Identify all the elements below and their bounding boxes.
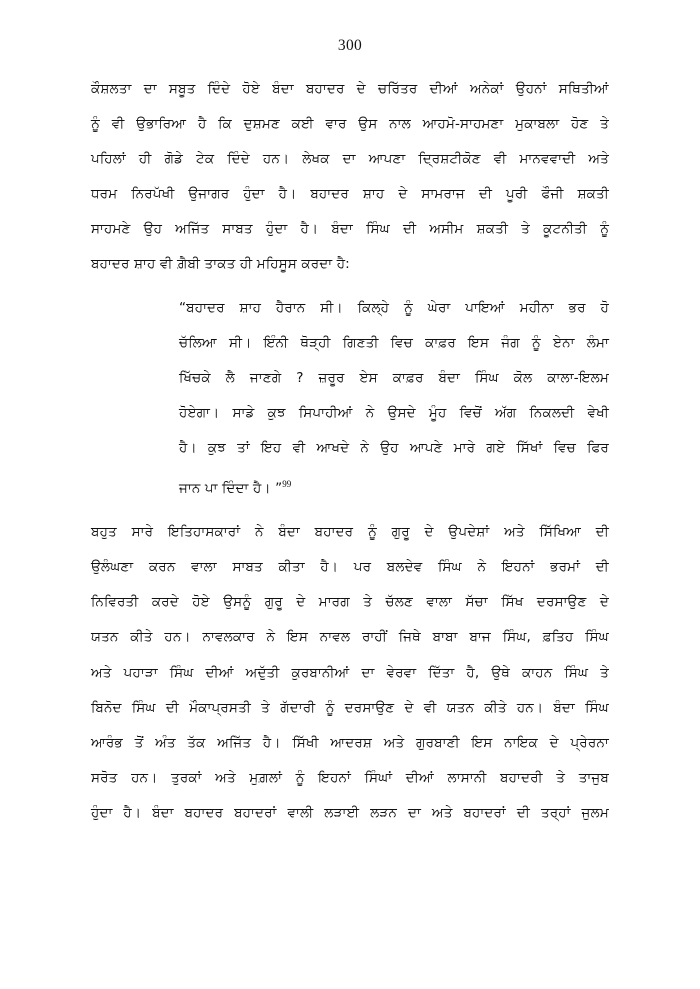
word: ਕਰਦੇ: [151, 594, 179, 611]
word: ਫੌਜੀ: [541, 185, 564, 202]
word: ਤਾਂ: [237, 440, 250, 457]
word: ਨੇ: [266, 629, 276, 646]
word: ਨੂੰ: [367, 524, 377, 541]
word: ਕੀਤੇ: [130, 629, 153, 646]
word: ਸਿੱਖੀ: [292, 734, 319, 751]
word: ਸਿੰਘ: [131, 699, 156, 716]
word: ਦੀ: [595, 559, 609, 576]
word: ਲੈ: [225, 370, 235, 387]
word: ਟੇਕ: [196, 150, 215, 167]
word: ਨਾਇਕ: [504, 734, 538, 751]
word: ਬਾਜ: [469, 629, 491, 646]
word: ਧਰਮ: [91, 185, 118, 202]
word: ਇਹਨਾਂ: [318, 769, 351, 786]
word: ਬੰਦਾ: [278, 524, 300, 541]
word: ਬਹਾਦਰ: [305, 80, 345, 97]
word: ਉਹ: [143, 220, 163, 237]
word: ਬਲਦੇਵ: [386, 559, 423, 576]
word: ਤੇ: [363, 594, 373, 611]
word: ਦੁਸ਼ਮਣ: [243, 115, 280, 132]
word: ਮੂੰਹ: [428, 405, 447, 422]
word: ਗੱਦਾਰੀ: [280, 699, 316, 716]
word: ਹੈ।: [278, 185, 297, 202]
word: ਲੜਾਈ: [324, 804, 360, 821]
word: ਨਾਵਲ: [319, 629, 351, 646]
word: ਤੇ: [521, 220, 530, 237]
word: ਤੋਂ: [134, 734, 144, 751]
word: ਤੇ: [600, 664, 609, 681]
quote-line-final: [179, 467, 609, 507]
word: ਤੇ: [600, 115, 609, 132]
word: ਵਿਚ: [390, 335, 413, 352]
word: ਇਹਨਾਂ: [501, 559, 535, 576]
word: ਸ਼ਕਤੀ: [577, 185, 609, 202]
word: ਅਤੇ: [383, 734, 405, 751]
word: ਦਿੱਤਾ: [428, 664, 455, 681]
word: ਲੰਮਾ: [586, 335, 609, 352]
word: ਦੀ: [595, 524, 609, 541]
word: ਸੀ।: [228, 335, 252, 352]
word: ਸਾਬਤ: [222, 220, 253, 237]
word: ਕਾਫ਼ਰ: [425, 335, 456, 352]
word: ਮਾਨਵਵਾਦੀ: [519, 150, 576, 167]
word: ਥੋੜ੍ਹੀ: [300, 335, 331, 352]
text-line: [91, 212, 609, 247]
word: ਵਾਲਾ: [426, 594, 453, 611]
word: ਹਨ।: [131, 769, 158, 786]
word: ਹੈ,: [466, 664, 480, 681]
word: ਦਾ: [342, 150, 356, 167]
word: ਵਾਲਾ: [191, 559, 217, 576]
word: ਅਸੀਮ: [429, 220, 464, 237]
word: ਸਾਡੇ: [232, 405, 255, 422]
word: ਸਥਿਤੀਆਂ: [558, 80, 609, 97]
text-line: [91, 656, 609, 691]
word: ਦੇ: [424, 524, 434, 541]
word: ਤਰ੍ਹਾਂ: [540, 804, 571, 821]
word: ਵੀ: [423, 699, 437, 716]
word: ਉਥੇ: [491, 664, 510, 681]
word: ਸਿੱਖ: [501, 594, 524, 611]
text-line: [91, 177, 609, 212]
word: ਸਿਪਾਹੀਆਂ: [298, 405, 353, 422]
word: ਸਿੱਖਿਆ: [539, 524, 581, 541]
word: ਦੀਆਂ: [405, 769, 434, 786]
word: ਪ੍ਰੇਰਨਾ: [570, 734, 609, 751]
word: ਅੰਤ: [155, 734, 176, 751]
word: ਕੀਤੇ: [484, 699, 507, 716]
word: ਬੰਦਾ: [553, 699, 575, 716]
word: ਨੇ: [254, 524, 264, 541]
word: ਲਾਸਾਨੀ: [447, 769, 487, 786]
text-line: [91, 761, 609, 796]
word: ਆਰੰਭ: [91, 734, 123, 751]
word: ਬਹਾਦਰ: [310, 185, 349, 202]
word: ਅੱਗ: [495, 405, 517, 422]
word: ਅਨੇਕਾਂ: [469, 80, 504, 97]
word: ਗੁਰਬਾਣੀ: [416, 734, 460, 751]
word: ਹੋਏ: [192, 594, 210, 611]
word: ਦੇ: [296, 594, 306, 611]
word: ਤੁਰਕਾਂ: [171, 769, 202, 786]
word: ਇਸ: [471, 734, 493, 751]
footnote-marker: 99: [282, 478, 292, 489]
word: ਅਜਿੱਤ: [217, 734, 252, 751]
word: ਹੈਰਾਨ: [275, 300, 306, 317]
word: ਘੇਰਾ: [427, 300, 451, 317]
word: ਮਾਰਗ: [318, 594, 350, 611]
word: ਪਰ: [353, 559, 372, 576]
word: ਸਾਹਮਣੇ: [91, 220, 131, 237]
word: ਹੈ।: [320, 559, 339, 576]
text-line: [91, 796, 609, 831]
word: ਬਹੁਤ: [91, 524, 117, 541]
quote-line: [179, 361, 609, 396]
word: ਹੁੰਦਾ: [91, 804, 113, 821]
word: ਚੱਲਣ: [385, 594, 413, 611]
word: ਹੈ।: [262, 734, 281, 751]
word: ਅਤੇ: [431, 804, 453, 821]
word: ਸਾਰੇ: [131, 524, 154, 541]
word: ਨਾਵਲਕਾਰ: [202, 629, 255, 646]
word: ਉਹਨਾਂ: [515, 80, 547, 97]
word: ਦੀਆਂ: [429, 80, 458, 97]
word: ਕਰਨ: [148, 559, 176, 576]
text-line: [91, 585, 609, 620]
text-line: [91, 691, 609, 726]
page-number: 300: [337, 37, 363, 54]
page-body: [91, 54, 609, 832]
word: ਦਾ: [143, 80, 157, 97]
word: ਹੈ।: [179, 440, 197, 457]
word: ਉਭਾਰਿਆ: [136, 115, 187, 132]
word: ਅਤੇ: [215, 769, 236, 786]
word: ਉਲੰਘਣਾ: [91, 559, 134, 576]
word: ਤੇ: [556, 769, 566, 786]
word: ਸੀ।: [320, 300, 343, 317]
word: ਭਰ: [568, 300, 586, 317]
word: ਵੀ: [292, 440, 306, 457]
quote-line: [179, 431, 609, 466]
word: ਕਿਲ੍ਹੇ: [357, 300, 390, 317]
word: ਕੀਤਾ: [278, 559, 305, 576]
word: ਨਾਲ: [389, 115, 411, 132]
word: ਕੁਝ: [267, 405, 286, 422]
word: ਨਿਵਿਰਤੀ: [91, 594, 139, 611]
word: ਹੀ: [138, 150, 152, 167]
word: ਹਨ।: [516, 699, 544, 716]
word: ਬਹਾਦਰੀ: [500, 769, 543, 786]
word: ਗਿਣਤੀ: [342, 335, 379, 352]
word: ਨੂੰ: [531, 335, 541, 352]
quote-line: [179, 291, 609, 326]
word: ਹਨ।: [164, 629, 191, 646]
word: ਕਈ: [291, 115, 314, 132]
text-line: [91, 726, 609, 761]
word: ਕੋਲ: [513, 370, 533, 387]
quote-line: [179, 326, 609, 361]
word: ਸਿੰਘਾਂ: [364, 769, 393, 786]
word: ਨੂੰ: [403, 300, 413, 317]
word: ਹੈ।: [123, 804, 142, 821]
word: ਤੇ: [261, 699, 270, 716]
word: ਹੈ।: [300, 220, 319, 237]
word: ਗੁਰੂ: [264, 594, 283, 611]
quote-closing-text: ਜਾਨ ਪਾ ਦਿੰਦਾ ਹੈ। ”: [179, 480, 283, 497]
word: ਨੂੰ: [91, 115, 100, 132]
word: ਉਸ: [358, 115, 378, 132]
word: ਨਿਰਪੱਖੀ: [131, 185, 175, 202]
word: ਨੂੰ: [295, 769, 305, 786]
word: ਆਖਦੇ: [316, 440, 350, 457]
word: ਨੇ: [365, 405, 375, 422]
word: ਮੌਕਾਪ੍ਰਸਤੀ: [189, 699, 251, 716]
word: ਦੇ: [404, 699, 414, 716]
word: ਸਿੰਘ: [169, 664, 194, 681]
word: ਇਹ: [261, 440, 282, 457]
word: ਵੇਰਵਾ: [386, 664, 417, 681]
word: ਕੂਟਨੀਤੀ: [543, 220, 587, 237]
word: ਸਰੋਤ: [91, 769, 118, 786]
word: ਨੇ: [477, 559, 487, 576]
word: ਜੁਲਮ: [581, 804, 609, 821]
word: ਕੁਝ: [207, 440, 226, 457]
word: ਭਰਮਾਂ: [550, 559, 581, 576]
word: ਉਹ: [380, 440, 399, 457]
word: ਅਦੁੱਤੀ: [245, 664, 280, 681]
word: ਇੰਨੀ: [263, 335, 289, 352]
word: ਹੋਏ: [242, 80, 260, 97]
word: ਮਾਰੇ: [453, 440, 476, 457]
text-line: [91, 620, 609, 655]
word: ਚੱਲਿਆ: [179, 335, 217, 352]
word: ਵਾਰ: [325, 115, 347, 132]
word: ਨੇ: [360, 440, 370, 457]
word: ਏਨਾ: [553, 335, 575, 352]
word: ਦ੍ਰਿਸ਼ਟੀਕੋਣ: [418, 150, 481, 167]
word: ਬੰਦਾ: [272, 80, 294, 97]
word: ਇਤਿਹਾਸਕਾਰਾਂ: [167, 524, 241, 541]
word: ਮੁਕਾਬਲਾ: [515, 115, 560, 132]
word: ?: [296, 370, 304, 387]
word: ਬਿਨੋਦ: [91, 699, 122, 716]
word: ਹਨ।: [262, 150, 290, 167]
word: ਬਾਬਾ: [432, 629, 458, 646]
word: ਪਹਿਲਾਂ: [91, 150, 126, 167]
word: ਸਿੰਘ,: [502, 629, 531, 646]
word: ਬੰਦਾ: [152, 804, 174, 821]
word: ਤੱਕ: [187, 734, 206, 751]
word: ਚਰਿੱਤਰ: [377, 80, 418, 97]
word: ਜਿਥੇ: [398, 629, 421, 646]
word: ਲੇਖਕ: [302, 150, 330, 167]
word: ਸ਼ਾਹ: [362, 185, 385, 202]
word: ਦਾ: [407, 804, 421, 821]
word: ਰਾਹੀਂ: [362, 629, 387, 646]
word: ਮਹੀਨਾ: [519, 300, 554, 317]
word: ਉਜਾਗਰ: [188, 185, 230, 202]
text-line: [91, 142, 609, 177]
word: ਜੰਗ: [501, 335, 520, 352]
word: ਦੇ: [356, 80, 366, 97]
word: ਬਹਾਦਰਾਂ: [234, 804, 277, 821]
word: ਹੋ: [600, 300, 609, 317]
quote-line: [179, 396, 609, 431]
word: ਵਿਚ: [553, 440, 576, 457]
word: ਤਾਜੁਬ: [578, 769, 609, 786]
text-line: [91, 550, 609, 585]
word: ਕੁਰਬਾਨੀਆਂ: [291, 664, 350, 681]
word: ਸਿੰਘ: [564, 664, 589, 681]
word: ਯਤਨ: [91, 629, 119, 646]
text-line: [91, 107, 609, 142]
word: ਇਸ: [468, 335, 490, 352]
word: ਦਿੰਦੇ: [227, 150, 250, 167]
word: ਆਦਰਸ਼: [330, 734, 373, 751]
word: ਸਾਮਰਾਜ: [421, 185, 465, 202]
word: ਦੀ: [516, 804, 531, 821]
word: ਜ਼ਰੂਰ: [318, 370, 345, 387]
word: ਫ਼ਤਿਹ: [542, 629, 574, 646]
paragraph-1: [91, 72, 609, 283]
word: ਗੋਡੇ: [164, 150, 183, 167]
word: ਆਪਣਾ: [368, 150, 406, 167]
word: ਆਪਣੇ: [409, 440, 443, 457]
word: ਹੈ: [197, 115, 207, 132]
word: ਬੰਦਾ: [438, 370, 461, 387]
word: ਬਹਾਦਰ: [314, 524, 354, 541]
word: ਪਹਾੜਾ: [123, 664, 158, 681]
word: ਬਹਾਦਰਾਂ: [463, 804, 506, 821]
word: ਹੋਣ: [570, 115, 589, 132]
word: ਸਾਬਤ: [232, 559, 263, 576]
word: ਸੱਚਾ: [465, 594, 488, 611]
word: ਸਿੰਘ: [585, 699, 609, 716]
word: ਫਿਰ: [587, 440, 609, 457]
word: ਦੀ: [165, 699, 180, 716]
word: ਮੁਗ਼ਲਾਂ: [249, 769, 283, 786]
word: ਆਹਮੋ-ਸਾਹਮਣਾ: [422, 115, 504, 132]
word: ਸਿੰਘ: [585, 629, 609, 646]
word: ਹੁੰਦਾ: [265, 220, 288, 237]
word: ਸਿੰਘ: [474, 370, 499, 387]
word: ਹੁੰਦਾ: [243, 185, 265, 202]
word: ਕਾਲਾ-ਇਲਮ: [547, 370, 609, 387]
word: ਬਹਾਦਰ: [184, 804, 224, 821]
word: ਵੀ: [111, 115, 125, 132]
block-quote: [179, 291, 609, 506]
word: ਉਪਦੇਸ਼ਾਂ: [448, 524, 490, 541]
text-line: [91, 515, 609, 550]
word: ਲੜਨ: [370, 804, 397, 821]
word: ਨਿਕਲਦੀ: [529, 405, 575, 422]
word: ਜਾਣਗੇ: [249, 370, 282, 387]
word: ਸਿੰਘ: [438, 559, 462, 576]
word: ਸਬੂਤ: [168, 80, 196, 97]
word: ਕੌਸ਼ਲਤਾ: [91, 80, 132, 97]
word: ਪੂਰੀ: [506, 185, 528, 202]
word: ਬੰਦਾ: [331, 220, 353, 237]
word: ਦਾ: [361, 664, 375, 681]
word: ਦੀ: [478, 185, 493, 202]
word: ਵਾਲੀ: [287, 804, 314, 821]
word: ਖਿੱਚਕੇ: [179, 370, 211, 387]
word: ਪਾਇਆਂ: [465, 300, 505, 317]
word: ਕਿ: [218, 115, 232, 132]
word: ਵਿਚੋਂ: [459, 405, 482, 422]
word: ਨੂੰ: [325, 699, 335, 716]
paragraph-2: [91, 515, 609, 831]
word: ਦਿੰਦੇ: [207, 80, 231, 97]
word: ਹੋਏਗਾ।: [179, 405, 220, 422]
word: ਅਤੇ: [91, 664, 112, 681]
word: ਵੀ: [493, 150, 507, 167]
word: ਗੁਰੂ: [391, 524, 410, 541]
word: ਵੇਖੀ: [587, 405, 609, 422]
word: ਦਰਸਾਉਣ: [344, 699, 395, 716]
word: ਦੇ: [398, 185, 408, 202]
word: ਯਤਨ: [446, 699, 475, 716]
word: ਅਜਿੱਤ: [175, 220, 210, 237]
word: ਦੇ: [549, 734, 559, 751]
word: ਸ਼ਕਤੀ: [476, 220, 509, 237]
text-line: [91, 72, 609, 107]
word: ਦਰਸਾਉਣ: [536, 594, 587, 611]
word: ਅਤੇ: [504, 524, 525, 541]
word: ਨੂੰ: [600, 220, 609, 237]
word: ਦੇ: [599, 594, 609, 611]
word: ਕਾਫ਼ਰ: [392, 370, 424, 387]
word: ਸਿੰਘ: [366, 220, 390, 237]
word: ਕਾਹਨ: [522, 664, 553, 681]
word: ਸਿੱਖਾਂ: [516, 440, 543, 457]
word: ਸ਼ਾਹ: [239, 300, 262, 317]
word: ਏਸ: [359, 370, 378, 387]
word: ਇਸ: [286, 629, 308, 646]
word: ਅਤੇ: [588, 150, 609, 167]
word: ਉਸਦੇ: [387, 405, 416, 422]
text-line: ਬਹਾਦਰ ਸ਼ਾਹ ਵੀ ਗ਼ੈਬੀ ਤਾਕਤ ਹੀ ਮਹਿਸੂਸ ਕਰਦਾ ਹੈ:: [91, 255, 350, 272]
word: ਦੀ: [402, 220, 417, 237]
word: ਗਏ: [486, 440, 506, 457]
word: ਦੀਆਂ: [205, 664, 234, 681]
word: ਉਸਨੂੰ: [223, 594, 252, 611]
word: “ਬਹਾਦਰ: [179, 300, 225, 317]
